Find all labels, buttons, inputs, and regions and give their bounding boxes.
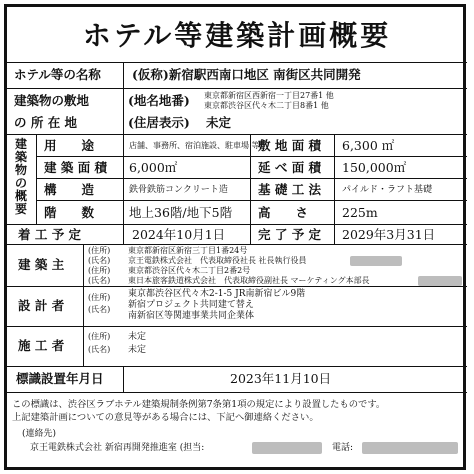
owner-sub-2: (氏名)	[88, 256, 111, 265]
owner-sub-4: (氏名)	[88, 276, 111, 285]
foundation-label: 基 礎 工 法	[258, 182, 322, 197]
contact-company: 京王電鉄株式会社 新宿再開発推進室 (担当:	[30, 443, 205, 453]
owner-sub-3: (住所)	[88, 266, 111, 275]
address-value: 未定	[206, 115, 232, 130]
floors-value: 地上36階/地下5階	[129, 205, 233, 220]
site-value-1: 東京都新宿区西新宿一丁目27番1 他	[204, 91, 334, 100]
sign-title: ホテル等建築計画概要	[82, 19, 392, 52]
rule	[36, 156, 467, 157]
builder-sub-1: (住所)	[88, 332, 111, 341]
rule	[123, 134, 124, 244]
rule	[7, 88, 467, 89]
rule	[7, 62, 467, 63]
designer-sub-1: (住所)	[88, 293, 111, 302]
redacted-name	[418, 276, 462, 286]
start-value: 2024年10月1日	[132, 227, 226, 242]
builder-sub-2: (氏名)	[88, 345, 111, 354]
end-label: 完 了 予 定	[258, 227, 322, 242]
owner-line-4: 東日本旅客鉄道株式会社 代表取締役副社長 マーケティング本部長	[128, 276, 370, 285]
designer-line-2: 新宿プロジェクト共同建て替え	[128, 300, 254, 310]
structure-label: 構 造	[44, 182, 95, 197]
rule	[7, 392, 467, 393]
rule	[7, 326, 467, 327]
rule	[7, 244, 467, 245]
rule	[36, 200, 467, 201]
foundation-value: パイルド・ラフト基礎	[342, 185, 433, 195]
builder-line-2: 未定	[128, 345, 147, 355]
rule	[334, 134, 335, 244]
end-value: 2029年3月31日	[342, 227, 436, 242]
owner-line-3: 東京都渋谷区代々木二丁目2番2号	[128, 266, 251, 275]
site-label: 建築物の敷地	[14, 93, 90, 108]
site-area-value: 6,300 ㎡	[342, 138, 395, 153]
building-area-value: 6,000㎡	[129, 160, 178, 175]
posting-label: 標識設置年月日	[16, 371, 104, 386]
owner-line-1: 東京都新宿区新宿三丁目1番24号	[128, 246, 248, 255]
contact-label: (連絡先)	[22, 429, 57, 439]
rule	[7, 134, 467, 135]
floor-area-label: 延 べ 面 積	[258, 160, 322, 175]
designer-sub-2: (氏名)	[88, 305, 111, 314]
owner-label: 建 築 主	[18, 257, 65, 272]
notice-line-2: 上記建築計画についての意見等がある場合には、下記へ御連絡ください。	[12, 412, 319, 423]
building-area-label: 建 築 面 積	[44, 160, 108, 175]
height-label: 高 さ	[258, 205, 309, 220]
owner-line-2: 京王電鉄株式会社 代表取締役社長 社長執行役員	[128, 256, 307, 265]
floor-area-value: 150,000㎡	[342, 160, 407, 175]
owner-sub-1: (住所)	[88, 246, 111, 255]
use-label: 用 途	[44, 138, 95, 153]
contact-tel-label: 電話:	[332, 443, 354, 453]
address-label: の 所 在 地	[14, 115, 78, 130]
name-value: (仮称)新宿駅西南口地区 南街区共同開発	[132, 67, 361, 82]
rule	[7, 224, 467, 225]
overview-vertical-label: 建 築 物 の 概 要	[15, 137, 28, 216]
name-label: ホテル等の名称	[14, 67, 101, 82]
rule	[7, 286, 467, 287]
designer-label: 設 計 者	[18, 298, 65, 313]
structure-value: 鉄骨鉄筋コンクリート造	[129, 185, 228, 195]
designer-line-3: 南新宿区等関連事業共同企業体	[128, 311, 255, 321]
rule	[83, 244, 84, 366]
rule	[250, 134, 251, 244]
rule	[7, 366, 467, 367]
designer-line-1: 東京都渋谷区代々木2-1-5 JR南新宿ビル9階	[128, 289, 306, 299]
rule	[123, 62, 124, 134]
height-value: 225m	[342, 205, 378, 220]
redacted-name	[350, 256, 402, 266]
site-area-label: 敷 地 面 積	[258, 138, 322, 153]
posting-value: 2023年11月10日	[230, 371, 332, 386]
rule	[36, 134, 37, 224]
rule	[36, 178, 467, 179]
start-label: 着 工 予 定	[18, 227, 82, 242]
redacted-phone	[362, 442, 458, 454]
notice-line-1: この標識は、渋谷区ラブホテル建築規制条例第7条第1項の規定により設置したものです。	[12, 399, 386, 410]
address-sub-label: (住居表示)	[128, 115, 190, 130]
redacted-contact	[252, 442, 322, 454]
site-value-2: 東京都渋谷区代々木二丁目8番1 他	[204, 101, 329, 110]
floors-label: 階 数	[44, 205, 95, 220]
site-sub-label: (地名地番)	[128, 93, 190, 108]
rule	[123, 366, 124, 392]
builder-label: 施 工 者	[18, 338, 65, 353]
use-value: 店舗、事務所、宿泊施設、駐車場 等	[129, 141, 260, 150]
builder-line-1: 未定	[128, 332, 147, 342]
